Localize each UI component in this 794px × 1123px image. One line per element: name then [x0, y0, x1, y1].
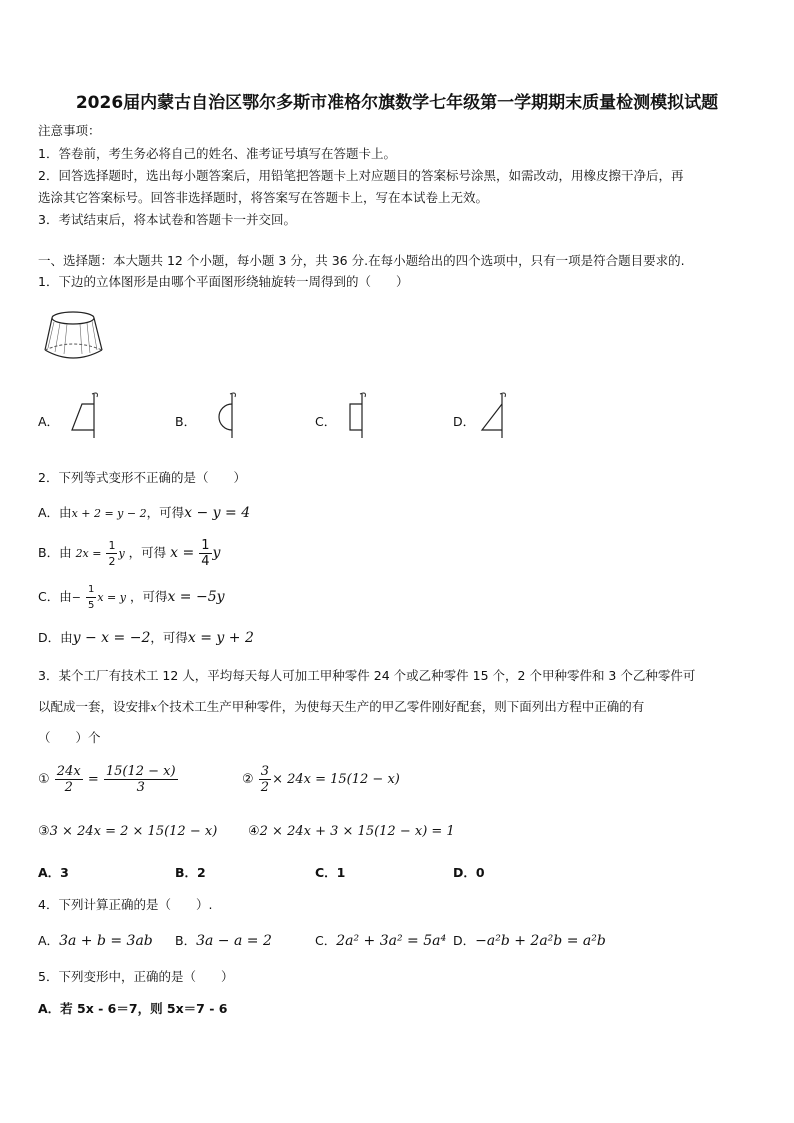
fraction: $\frac{1}{5}$ — [87, 584, 95, 611]
q3-line-3: （ ）个 — [38, 730, 101, 745]
notice-heading: 注意事项： — [38, 123, 101, 138]
fraction: $\frac{24x}{2}$ — [56, 764, 81, 795]
q4-stem: 4．下列计算正确的是（ ）. — [38, 897, 213, 912]
q2-option-b: B．由 2x = $\frac{1}{2}$ y ，可得 x = $\frac{1}{4}$ y — [38, 538, 221, 569]
q1-option-c-label: C． — [315, 414, 337, 429]
q3-equation-4: ④2 × 24x + 3 × 15(12 − x) = 1 — [248, 824, 455, 839]
q3-option-b: B．2 — [175, 865, 206, 880]
q5-stem: 5．下列变形中，正确的是（ ） — [38, 969, 234, 984]
q2-stem: 2．下列等式变形不正确的是（ ） — [38, 470, 246, 485]
q3-line-1: 3．某个工厂有技术工 12 人，平均每天每人可加工甲种零件 24 个或乙种零件 15 个，2 个甲种零件和 3 个乙种零件可 — [38, 668, 696, 683]
q3-equation-2: ② $\frac{3}{2}$ × 24x = 15(12 − x) — [242, 764, 400, 795]
q1-option-a-figure — [66, 388, 106, 440]
fraction: $\frac{15(12 - x)}{3}$ — [105, 764, 176, 795]
fraction: $\frac{1}{2}$ — [108, 539, 116, 568]
notice-item-1: 1．答卷前，考生务必将自己的姓名、准考证号填写在答题卡上。 — [38, 146, 396, 161]
q1-option-d-figure — [474, 388, 514, 440]
q3-equation-1: ① $\frac{24x}{2}$ = $\frac{15(12 - x)}{3}$ — [38, 764, 176, 795]
notice-item-3: 3．考试结束后，将本试卷和答题卡一并交回。 — [38, 212, 296, 227]
section-heading: 一、选择题：本大题共 12 个小题，每小题 3 分，共 36 分.在每小题给出的四个选项中，只有一项是符合题目要求的. — [38, 253, 685, 268]
q2-option-a: A．由x + 2 = y − 2，可得x − y = 4 — [38, 505, 251, 521]
q4-option-c: C．2a² + 3a² = 5a⁴ — [315, 933, 447, 949]
q1-option-b-figure — [204, 388, 244, 440]
fraction: $\frac{1}{4}$ — [201, 538, 210, 569]
frustum-figure — [40, 308, 110, 364]
notice-item-2-cont: 选涂其它答案标号。回答非选择题时，将答案写在答题卡上，写在本试卷上无效。 — [38, 190, 489, 205]
q3-option-c: C．1 — [315, 865, 346, 880]
q1-option-b-label: B． — [175, 414, 197, 429]
q2-option-c: C．由− $\frac{1}{5}$ x = y ，可得x = −5y — [38, 584, 225, 611]
q4-option-d: D．−a²b + 2a²b = a²b — [453, 933, 606, 949]
q4-option-b: B．3a − a = 2 — [175, 933, 272, 949]
q4-option-a: A．3a + b = 3ab — [38, 933, 153, 949]
q3-option-d: D．0 — [453, 865, 485, 880]
q1-stem: 1．下边的立体图形是由哪个平面图形绕轴旋转一周得到的（ ） — [38, 274, 409, 289]
q1-option-d-label: D． — [453, 414, 476, 429]
page-title: 2026届内蒙古自治区鄂尔多斯市准格尔旗数学七年级第一学期期末质量检测模拟试题 — [75, 93, 719, 113]
notice-item-2: 2．回答选择题时，选出每小题答案后，用铅笔把答题卡上对应题目的答案标号涂黑，如需改动，用橡皮擦干净后，再 — [38, 168, 684, 183]
q3-equation-3: ③3 × 24x = 2 × 15(12 − x) — [38, 824, 218, 839]
q2-option-d: D．由y − x = −2，可得x = y + 2 — [38, 630, 254, 646]
q1-option-a-label: A． — [38, 414, 60, 429]
fraction: $\frac{3}{2}$ — [260, 764, 270, 795]
q3-line-2: 以配成一套，设安排x个技术工生产甲种零件，为使每天生产的甲乙零件刚好配套，则下面列出方程中正确的有 — [38, 699, 645, 714]
q3-option-a: A．3 — [38, 865, 69, 880]
q5-option-a: A．若 5x - 6＝7，则 5x＝7 - 6 — [38, 1001, 228, 1016]
q1-option-c-figure — [342, 388, 382, 440]
